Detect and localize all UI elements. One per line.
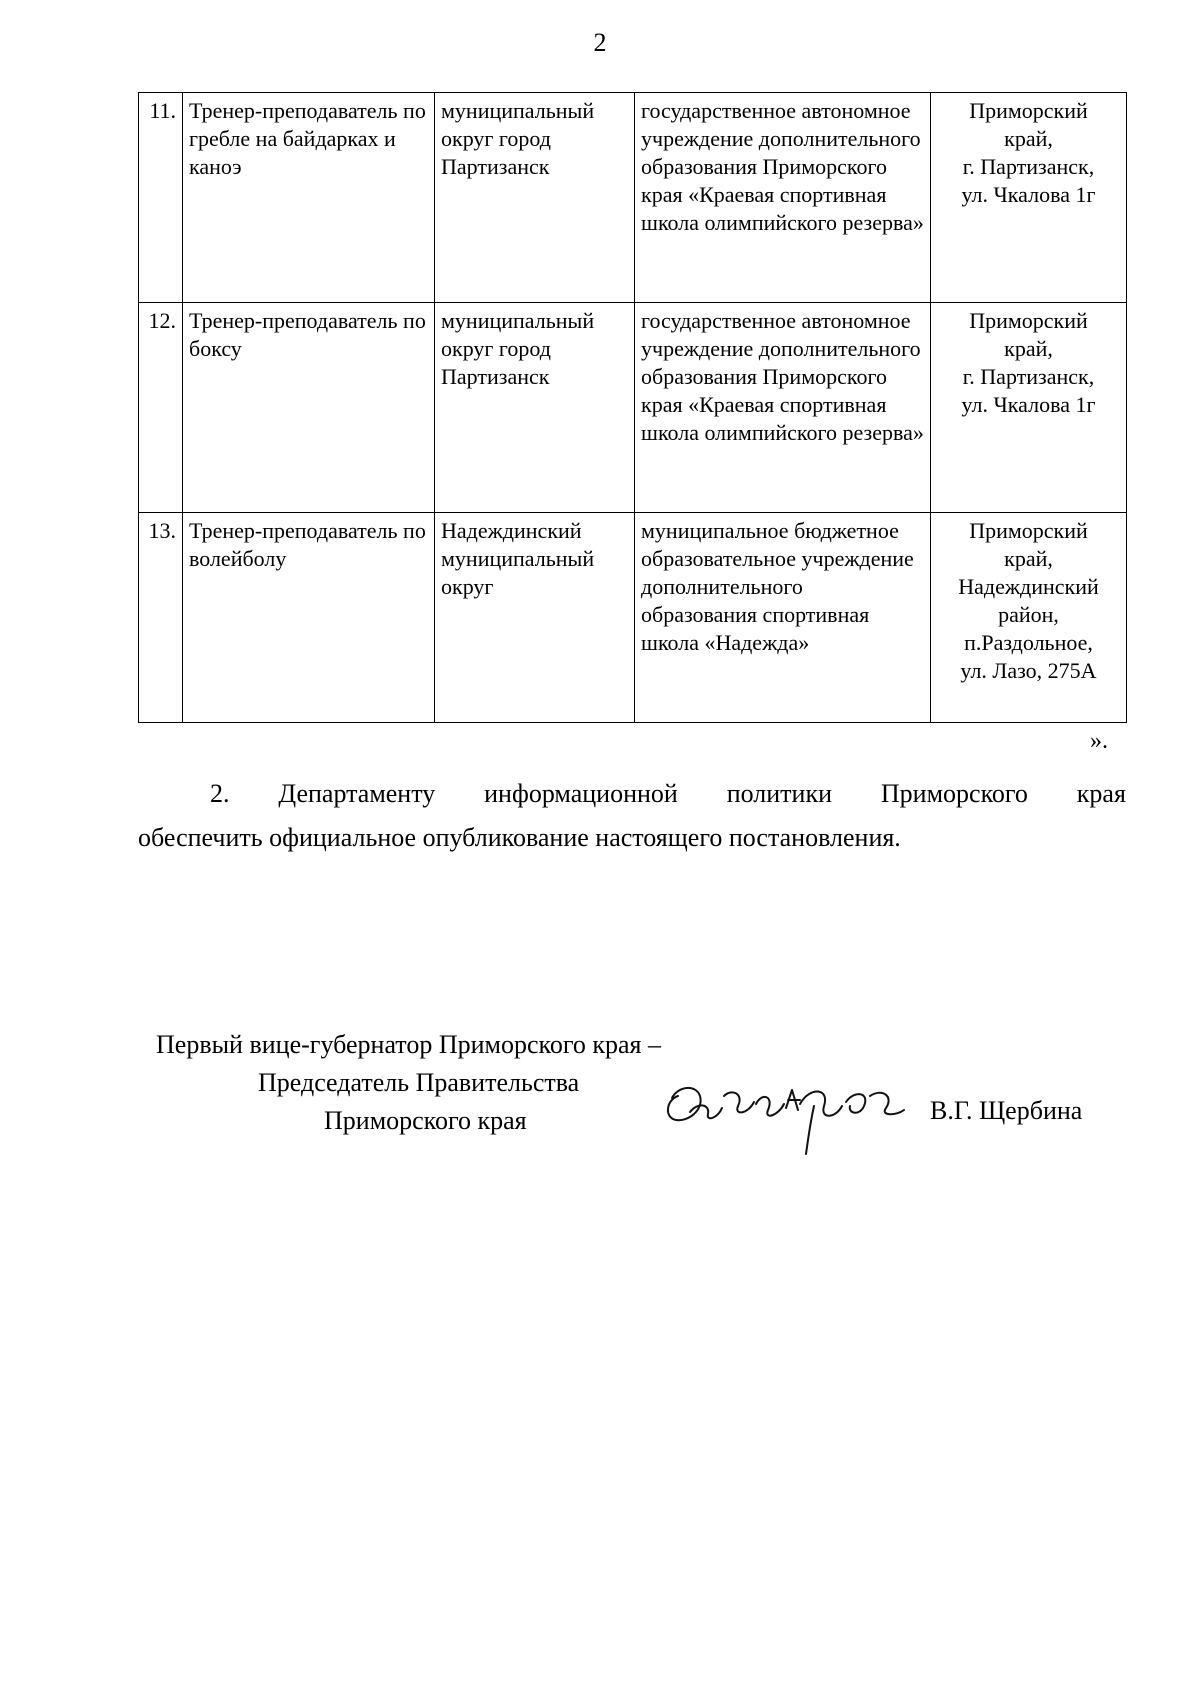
address-cell [931,303,1127,513]
row-number: 12. [139,303,183,513]
address-line: г. Партизанск, [962,154,1095,179]
address-line: ул. Чкалова 1г [961,182,1096,207]
municipality-cell: муниципальный округ город Партизанск [435,303,635,513]
position-cell: Тренер-преподаватель по гребле на байдарках и каноэ [183,93,435,303]
signatory-title-line-1: Первый вице-губернатор Приморского края – [156,1030,661,1059]
address-line: ул. Лазо, 275А [960,658,1097,683]
signatory-title-line-3: Приморского края [324,1106,527,1135]
instruction-paragraph [138,772,1126,860]
address-line: край, [1004,546,1053,571]
address-line: Приморский [969,98,1088,123]
organization-cell: муниципальное бюджетное образовательное учреждение дополнительного образования спортивная школа «Надежда» [635,513,931,723]
position-cell: Тренер-преподаватель по волейболу [183,513,435,723]
address-line: Надеждинский [958,574,1099,599]
position-cell: Тренер-преподаватель по боксу [183,303,435,513]
paragraph-word: Департаменту [278,779,436,808]
row-number: 13. [139,513,183,723]
row-number: 11. [139,93,183,303]
paragraph-word: Приморского [880,779,1028,808]
paragraph-word: политики [726,779,832,808]
signatory-title-line-2: Председатель Правительства [258,1068,580,1097]
table-row [139,513,1127,723]
municipality-cell: муниципальный округ город Партизанск [435,93,635,303]
closing-quote: ». [1090,728,1108,754]
address-line: район, [998,602,1059,627]
signature-block [0,1026,1200,1166]
handwritten-signature [660,1066,920,1161]
paragraph-line-2: обеспечить официальное опубликование настоящего постановления. [138,823,901,852]
address-line: Приморский [969,518,1088,543]
organization-cell: государственное автономное учреждение дополнительного образования Приморского края «Краевая спортивная школа олимпийского резерва» [635,93,931,303]
table-row [139,303,1127,513]
address-line: г. Партизанск, [962,364,1095,389]
address-line: п.Раздольное, [964,630,1093,655]
paragraph-word: 2. [210,779,230,808]
paragraph-word: информационной [484,779,678,808]
positions-table [138,92,1127,723]
signatory-name: В.Г. Щербина [930,1096,1083,1125]
organization-cell: государственное автономное учреждение дополнительного образования Приморского края «Краевая спортивная школа олимпийского резерва» [635,303,931,513]
paragraph-word: края [1076,779,1126,808]
paragraph-line-1 [138,772,1126,816]
address-line: ул. Чкалова 1г [961,392,1096,417]
address-cell [931,93,1127,303]
address-line: Приморский [969,308,1088,333]
table-row [139,93,1127,303]
address-cell [931,513,1127,723]
municipality-cell: Надеждинский муниципальный округ [435,513,635,723]
address-line: край, [1004,126,1053,151]
address-line: край, [1004,336,1053,361]
page-number: 2 [593,28,607,57]
